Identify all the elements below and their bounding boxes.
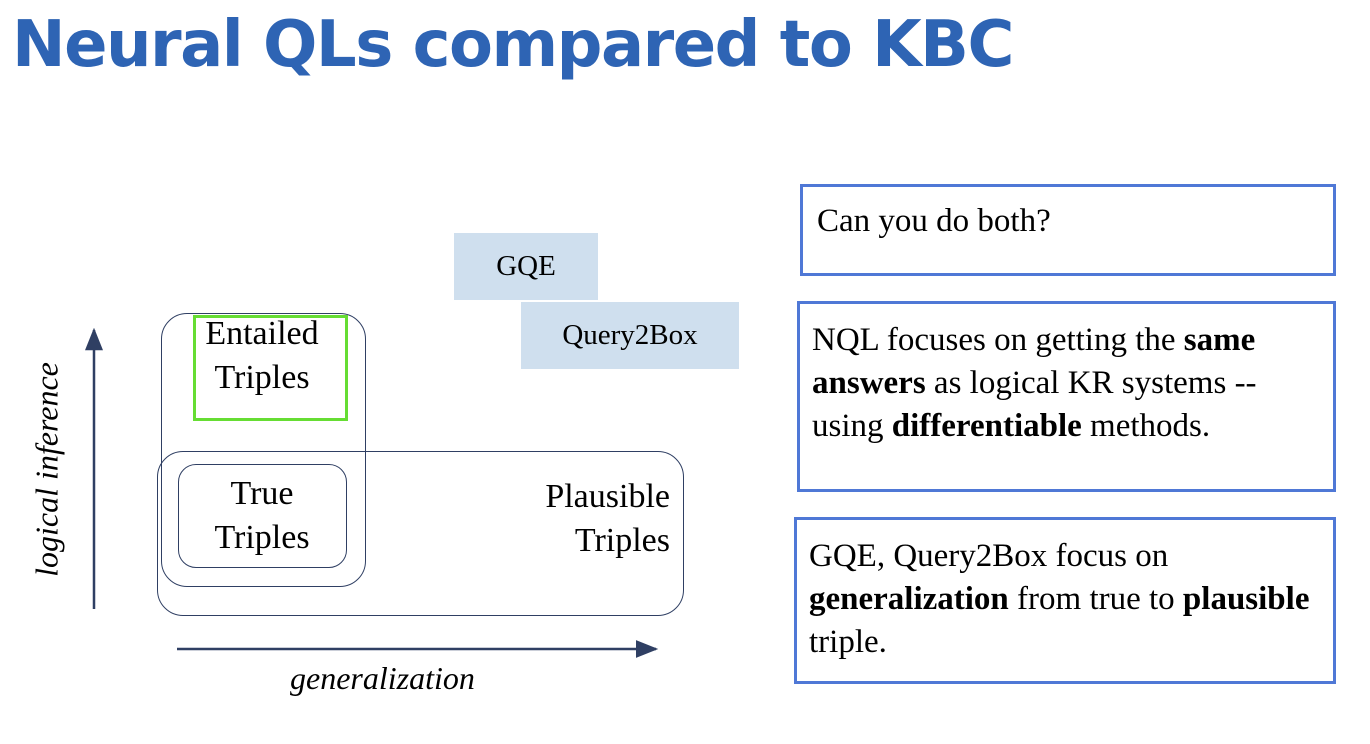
nql-text-1: NQL focuses on getting the xyxy=(812,322,1184,358)
query2box-tag: Query2Box xyxy=(521,302,739,369)
question-panel xyxy=(800,184,1336,276)
nql-bold-1: same answers xyxy=(812,322,1256,401)
gqe-bold-2: plausible xyxy=(1182,581,1310,617)
gqe-text-3: triple. xyxy=(809,624,887,660)
gqe-text-2: from true to xyxy=(1008,581,1183,617)
plausible-line-1: Plausible xyxy=(545,478,670,515)
x-axis-label: generalization xyxy=(290,660,475,696)
entailed-line-2: Triples xyxy=(214,359,310,396)
y-axis-label: logical inference xyxy=(28,362,65,577)
plausible-line-2: Triples xyxy=(574,522,670,559)
gqe-text-1: GQE, Query2Box focus on xyxy=(809,538,1169,574)
true-line-2: Triples xyxy=(214,519,310,556)
entailed-line-1: Entailed xyxy=(205,315,319,352)
nql-text-2: as logical KR systems -- using xyxy=(812,365,1257,444)
slide-title: Neural QLs compared to KBC xyxy=(12,8,1013,82)
nql-text-3: methods. xyxy=(1081,408,1211,444)
gqe-tag: GQE xyxy=(454,233,598,300)
gqe-bold-1: generalization xyxy=(809,581,1009,617)
nql-panel xyxy=(797,301,1336,492)
question-text: Can you do both? xyxy=(817,203,1051,239)
gqe-panel xyxy=(794,517,1336,684)
true-line-1: True xyxy=(230,475,294,512)
nql-bold-2: differentiable xyxy=(891,408,1082,444)
